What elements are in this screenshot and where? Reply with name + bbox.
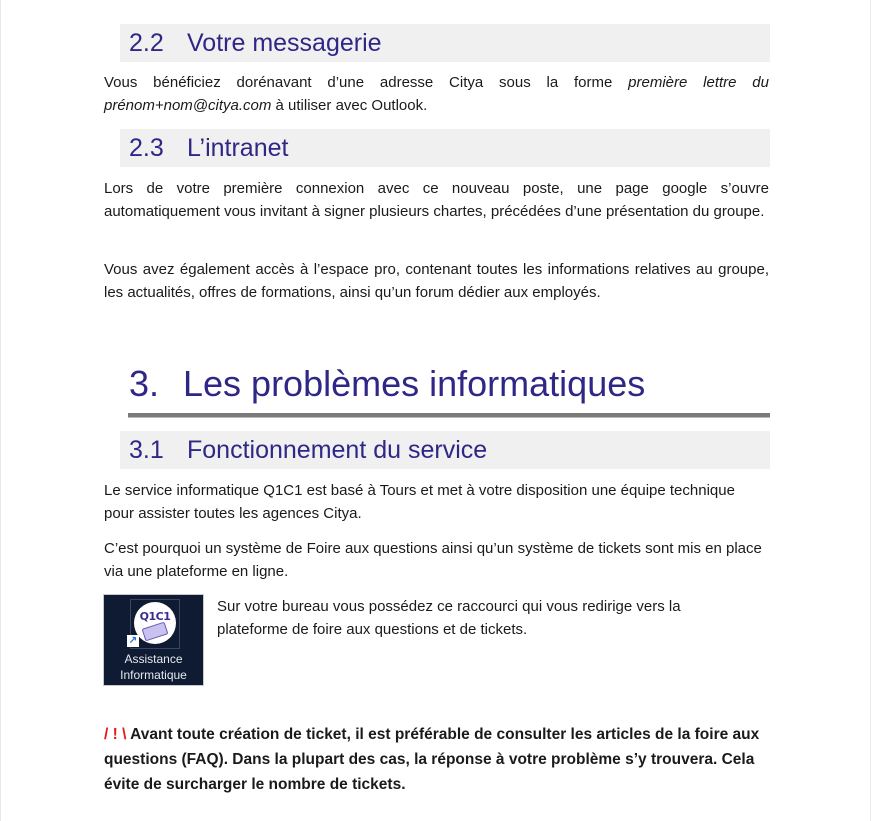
paragraph-intranet-1: Lors de votre première connexion avec ce nouveau poste, une page google s’ouvre automatiquement vous invitant à signer plusieurs chartes, précédées d’une présentation du groupe.: [104, 180, 769, 220]
heading-number: 3.: [129, 363, 160, 404]
heading-title: Fonctionnement du service: [187, 436, 488, 464]
shortcut-label-line2: Informatique: [120, 668, 187, 682]
heading-title: Les problèmes informatiques: [183, 363, 646, 404]
text-run: à utiliser avec Outlook.: [271, 97, 428, 114]
heading-2-3: [120, 129, 770, 167]
shortcut-description: Sur votre bureau vous possédez ce raccourci qui vous redirige vers la plateforme de foire aux questions et de tickets.: [217, 598, 681, 638]
heading-title: Votre messagerie: [187, 29, 382, 57]
text-run: Vous bénéficiez dorénavant d’une adresse Citya sous la forme: [104, 74, 629, 91]
heading-2-2: [120, 24, 770, 62]
shortcut-label-line1: Assistance: [124, 652, 183, 666]
warning-icon: / ! \: [104, 726, 127, 743]
page-left-edge: [0, 0, 1, 821]
paragraph-service-2: C’est pourquoi un système de Foire aux questions ainsi qu’un système de tickets sont mis en place via une plateforme en ligne.: [104, 540, 762, 580]
paragraph-messagerie: [104, 71, 769, 117]
shortcut-arrow-icon: ↗: [128, 635, 138, 646]
italic-run: première lettre du: [628, 74, 769, 91]
warning-note: [104, 722, 769, 797]
heading-3: [129, 362, 645, 406]
heading-title: L’intranet: [187, 134, 289, 162]
warning-text: Avant toute création de ticket, il est préférable de consulter les articles de la foire aux questions (FAQ). Dans la plupart des cas, la réponse à votre problème s’y trouvera. Cela évite de surcharger le nombre de tickets.: [104, 726, 760, 793]
email-format: prénom+nom@citya.com: [104, 97, 272, 114]
paragraph-service-1: Le service informatique Q1C1 est basé à Tours et met à votre disposition une équipe technique pour assister toutes les agences Citya.: [104, 482, 735, 522]
desktop-shortcut-image: [103, 594, 204, 686]
paragraph-intranet-2: Vous avez également accès à l’espace pro, contenant toutes les informations relatives au groupe, les actualités, offres de formations, ainsi qu’un forum dédier aux employés.: [104, 261, 769, 301]
heading-3-1: [120, 431, 770, 469]
heading-number: 2.2: [129, 29, 164, 57]
heading-number: 2.3: [129, 134, 164, 162]
heading-number: 3.1: [129, 436, 164, 464]
shortcut-label: [104, 651, 203, 683]
logo-text: Q1C1: [139, 610, 171, 623]
heading-underline: [128, 413, 770, 418]
